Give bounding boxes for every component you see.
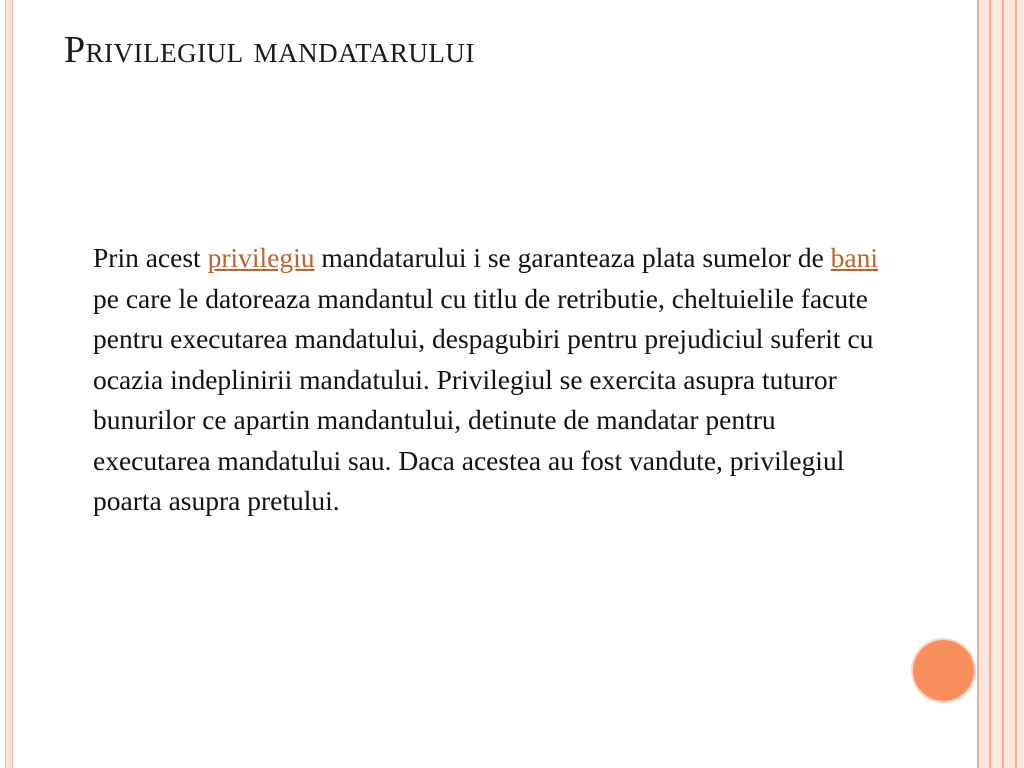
- orange-circle-decoration: [913, 640, 974, 701]
- right-decorative-line: [1015, 0, 1017, 768]
- slide-title: Privilegiul mandatarului: [64, 29, 475, 71]
- bani-link[interactable]: bani: [830, 242, 879, 273]
- right-decorative-line: [977, 0, 979, 768]
- left-decorative-stripe: [5, 0, 13, 768]
- body-text-segment: Prin acest: [93, 242, 208, 273]
- body-text-segment: mandatarului i se garanteaza plata sumelor de: [314, 242, 831, 273]
- right-decorative-line: [989, 0, 991, 768]
- privilegiu-link[interactable]: privilegiu: [207, 242, 315, 273]
- body-text-segment: pe care le datoreaza mandantul cu titlu de retributie, cheltuielile facute pentru executarea mandatului, despagubiri pentru prejudiciul suferit cu ocazia indeplinirii mandatului. Privilegiul se exercita asupra tuturor bunurilor ce apartin mandantului, detinute de mandatar pentru executarea mandatului sau. Daca acestea au fost vandute, privilegiul poarta asupra pretului.: [93, 282, 874, 516]
- body-paragraph: [93, 238, 893, 522]
- right-decorative-line: [1002, 0, 1004, 768]
